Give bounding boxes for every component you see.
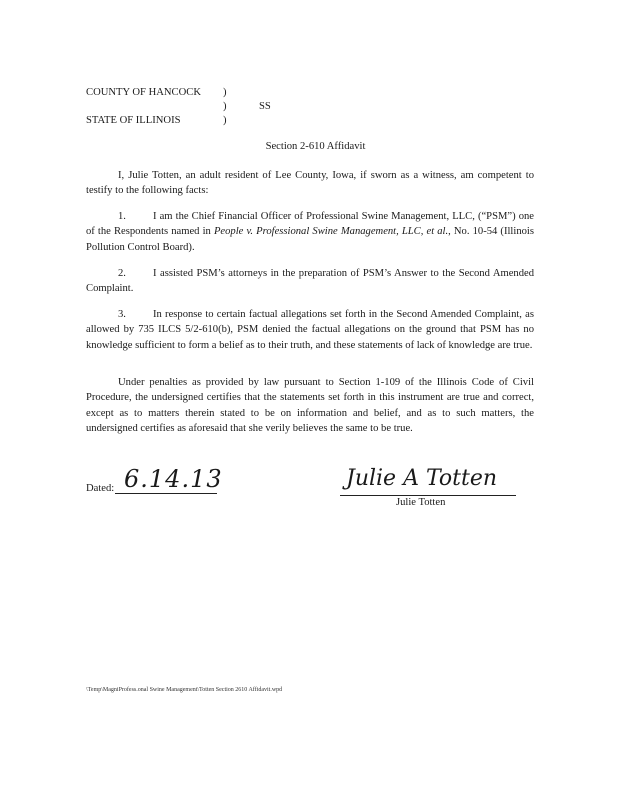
document-title: Section 2-610 Affidavit (265, 141, 366, 152)
item-number: 1. (118, 211, 126, 222)
file-path-footer: \Temp\MagniProfess.onal Swine Management\Totten Section 2610 Affidavit.wpd (86, 687, 283, 693)
intro-paragraph: I, Julie Totten, an adult resident of Lee County, Iowa, if sworn as a witness, am competent to testify to the following facts: (86, 170, 534, 197)
list-item (86, 209, 534, 255)
dated-label: Dated: (86, 483, 115, 494)
item-text-end: , No. 10-54 (Illinois Pollution Control Board). (86, 226, 534, 253)
venue-paren: ) (223, 115, 227, 126)
venue-state: STATE OF ILLINOIS (86, 115, 181, 126)
handwritten-date: 6.14.13 (124, 465, 223, 493)
venue-paren: ) (223, 101, 227, 112)
list-item (86, 307, 534, 353)
venue-county: COUNTY OF HANCOCK (86, 87, 201, 98)
signature-line (340, 495, 516, 496)
venue-ss: SS (259, 101, 271, 112)
item-number: 2. (118, 268, 126, 279)
item-text: In response to certain factual allegations set forth in the Second Amended Complaint, as allowed by 735 ILCS 5/2-610(b), PSM denied the factual allegations on the ground that PSM has no knowledge sufficient to form a belief as to their truth, and these statements of lack of knowledge are true. (86, 309, 534, 351)
list-item (86, 266, 534, 297)
venue-paren: ) (223, 87, 227, 98)
case-caption: People v. Professional Swine Management, LLC, et al. (213, 226, 449, 238)
item-number: 3. (118, 309, 126, 320)
handwritten-signature: Julie A Totten (346, 466, 498, 491)
date-line (115, 493, 217, 494)
item-text: I am the Chief Financial Officer of Professional Swine Management, LLC, (“PSM”) one of the Respondents named in (86, 211, 534, 238)
signer-name: Julie Totten (396, 497, 446, 508)
certification-paragraph: Under penalties as provided by law pursuant to Section 1-109 of the Illinois Code of Civil Procedure, the undersigned certifies that the statements set forth in this instrument are true and correct, except as to matters therein stated to be on information and belief, and as to such matters, the undersigned certifies as aforesaid that she verily believes the same to be true. (86, 377, 534, 435)
item-text: I assisted PSM’s attorneys in the preparation of PSM’s Answer to the Second Amended Complaint. (86, 268, 534, 295)
